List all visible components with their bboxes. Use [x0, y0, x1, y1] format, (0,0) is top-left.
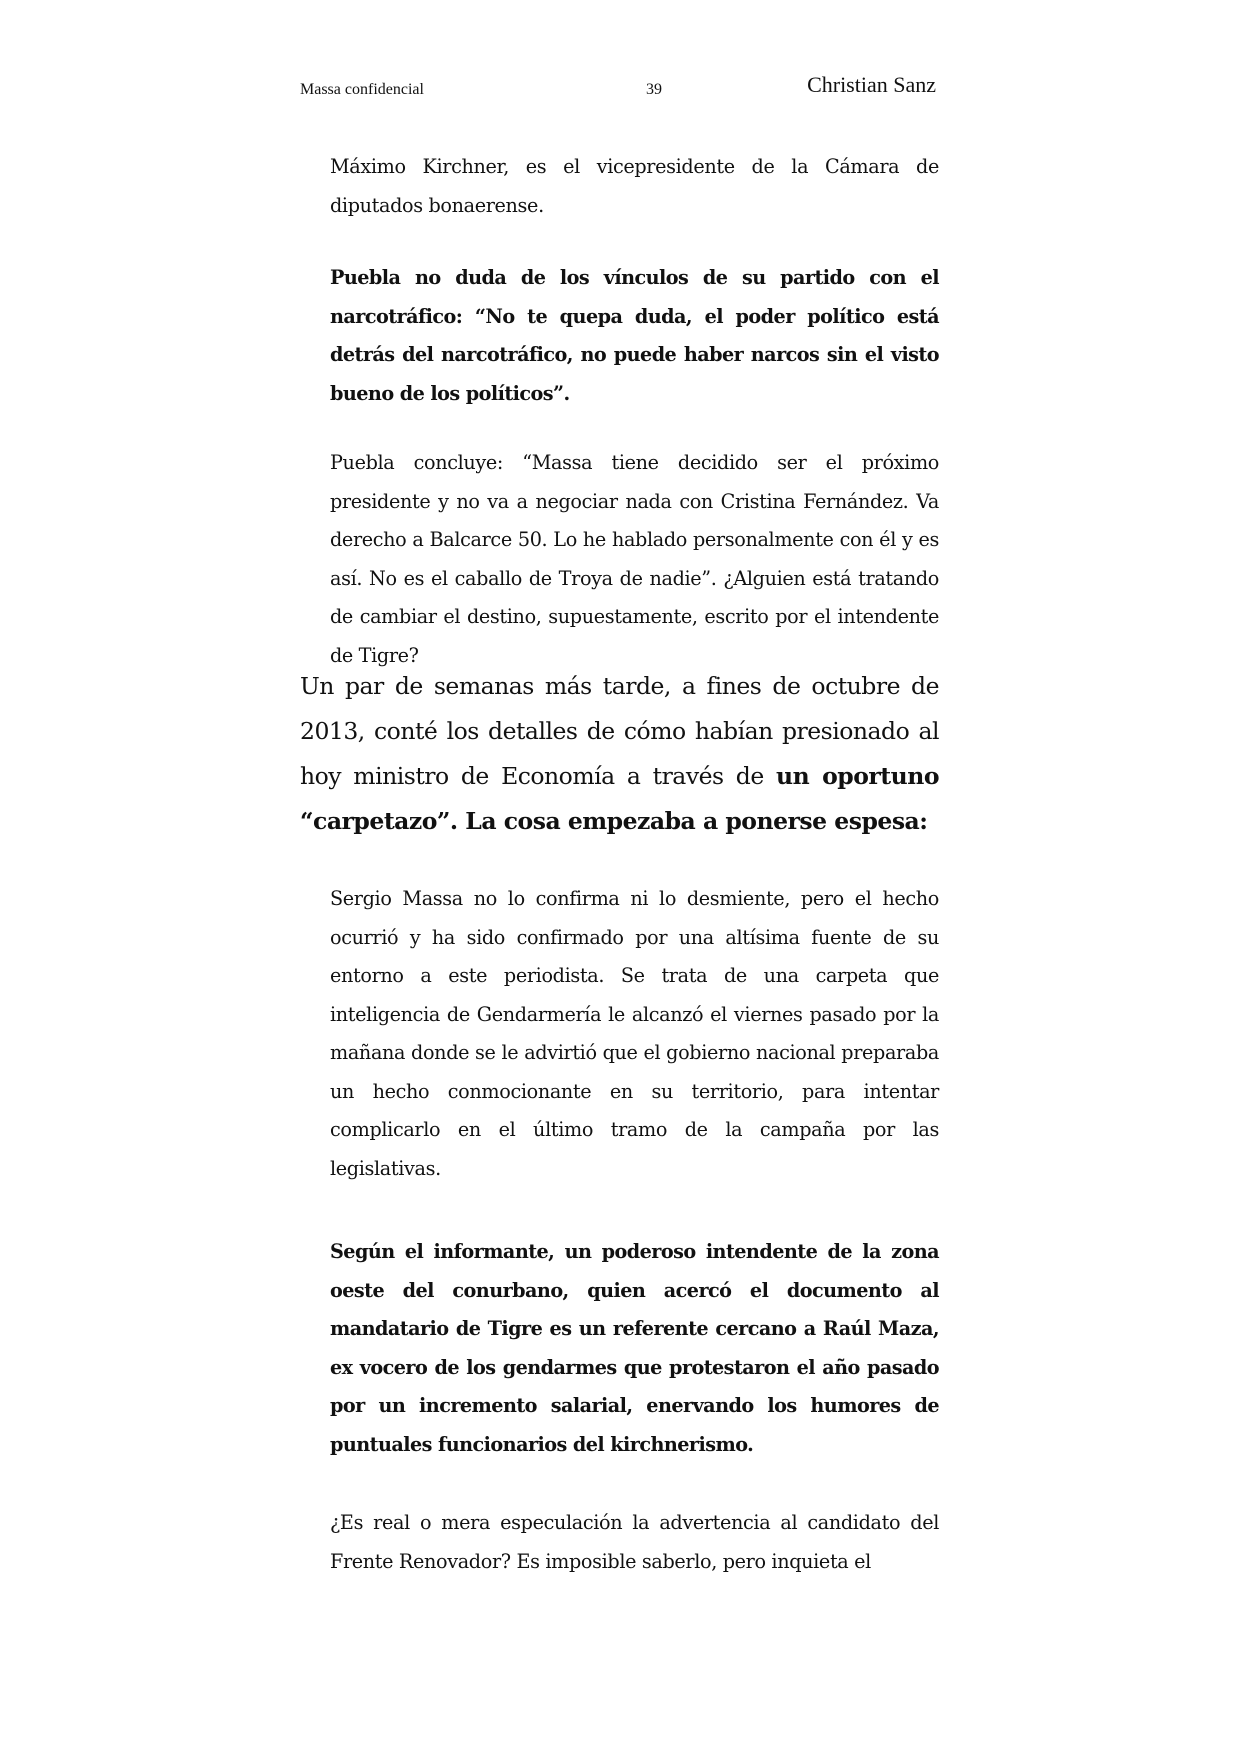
body-paragraph-normal-text: Un par de semanas más tarde, a fines de octubre de 2013, conté los detalles de cómo habían presionado al hoy ministro de Economía a través de — [300, 672, 939, 790]
body-paragraph-bold-text: un oportuno “carpetazo”. La cosa empezaba a ponerse espesa: — [300, 762, 939, 835]
book-title: Massa confidencial — [300, 81, 424, 98]
quote-paragraph-6-bold: Según el informante, un poderoso intendente de la zona oeste del conurbano, quien acercó el documento al mandatario de Tigre es un referente cercano a Raúl Maza, ex vocero de los gendarmes que protestaron el año pasado por un incremento salarial, enervando los humores de puntuales funcionarios del kirchnerismo. — [330, 1240, 939, 1456]
quote-paragraph-1: Máximo Kirchner, es el vicepresidente de la Cámara de diputados bonaerense. — [330, 155, 939, 217]
author-name: Christian Sanz — [807, 72, 936, 97]
page-header — [300, 72, 936, 112]
quote-paragraph-2-bold: Puebla no duda de los vínculos de su partido con el narcotráfico: “No te quepa duda, el poder político está detrás del narcotráfico, no puede haber narcos sin el visto bueno de los políticos”. — [330, 266, 939, 405]
quote-paragraph-7: ¿Es real o mera especulación la advertencia al candidato del Frente Renovador? Es imposible saberlo, pero inquieta el — [330, 1511, 939, 1573]
body-paragraph — [300, 664, 939, 844]
quote-paragraph-5: Sergio Massa no lo confirma ni lo desmiente, pero el hecho ocurrió y ha sido confirmado por una altísima fuente de su entorno a este periodista. Se trata de una carpeta que inteligencia de Gendarmería le alcanzó el viernes pasado por la mañana donde se le advirtió que el gobierno nacional preparaba un hecho conmocionante en su territorio, para intentar complicarlo en el último tramo de la campaña por las legislativas. — [330, 887, 939, 1180]
page-number: 39 — [646, 81, 662, 98]
quote-paragraph-3: Puebla concluye: “Massa tiene decidido ser el próximo presidente y no va a negociar nada con Cristina Fernández. Va derecho a Balcarce 50. Lo he hablado personalmente con él y es así. No es el caballo de Troya de nadie”. ¿Alguien está tratando de cambiar el destino, supuestamente, escrito por el intendente de Tigre? — [330, 451, 939, 667]
